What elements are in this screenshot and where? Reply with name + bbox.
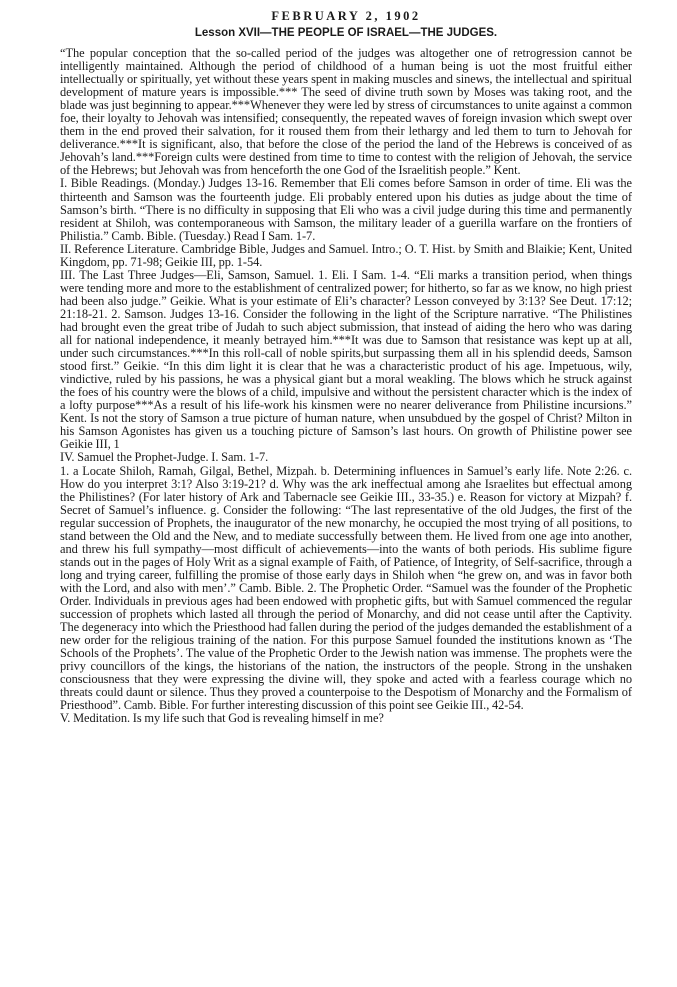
reference-literature-paragraph: II. Reference Literature. Cambridge Bible, Judges and Samuel. Intro.; O. T. Hist. by Smith and Blaikie; Kent, United Kingdom, pp. 71-98; Geikie III, pp. 1-54. [60,241,632,269]
lesson-title: Lesson XVII—THE PEOPLE OF ISRAEL—THE JUDGES. [194,27,498,39]
meditation-paragraph: V. Meditation. Is my life such that God is revealing himself in me? [60,711,384,726]
lesson-body [60,47,632,725]
samuel-heading-paragraph: IV. Samuel the Prophet-Judge. I. Sam. 1-7. [60,450,269,465]
bible-readings-paragraph: I. Bible Readings. (Monday.) Judges 13-16. Remember that Eli comes before Samson in order of time. Eli was the thirteenth and Samson was the fourteenth judge. Eli probably entered upon his duties as judge about the time of Samson’s birth. “There is no difficulty in supposing that Eli who was a civil judge during this time and permanently resident at Shiloh, was contemporaneous with Samson, the military leader of a guerilla warfare on the frontiers of Philistia.” Camb. Bible. (Tuesday.) Read I Sam. 1-7. [60,176,632,243]
last-three-judges-paragraph: III. The Last Three Judges—Eli, Samson, Samuel. 1. Eli. I Sam. 1-4. “Eli marks a transition period, when things were tending more and more to the establishment of centralized power; for hitherto, so far as we know, no high priest had been also judge.” Geikie. What is your estimate of Eli’s character? Lesson conveyed by 3:13? See Deut. 17:12; 21:18-21. 2. Samson. Judges 13-16. Consider the following in the light of the Scripture narrative. “The Philistines had brought even the great tribe of Judah to such abject submission, that instead of aiding the hero who was daring all for national independence, it meanly betrayed him.***It was due to Samson that resistance was kept up at all, under such circumstances.***In this roll-call of noble spirits,but surpassing them all in his splendid deeds, Samson stood first.” Geikie. “In this dim light it is clear that he was a characteristic product of his age. Impetuous, wily, vindictive, ruled by his passions, he was a physical giant but a moral weakling. The blows which he struck against the foes of his country were the blows of a child, impulsive and without the persistent character which is the index of a lofty purpose***As a result of his life-work his kinsmen were no nearer deliverance from Philistine incursions.” Kent. Is not the story of Samson a true picture of human nature, when unsubdued by the gospel of Christ? Milton in his Samson Agonistes has given us a touching picture of Samson’s last hours. On growth of Philistine power see Geikie III, 1 [60,267,632,452]
intro-quote-paragraph: “The popular conception that the so-called period of the judges was altogether one of retrogression cannot be intelligently maintained. Although the period of childhood of a human being is uot the most fruitful either intellectually or spiritually, yet without these years spent in making muscles and sinews, the intellectual and spiritual development of mature years is impossible.*** The seed of divine truth sown by Moses was taking root, and the blade was just beginning to appear.***Whenever they were led by stress of circumstances to unite against a common foe, their loyalty to Jehovah was intensified; consequently, the repeated waves of foreign invasion which swept over them in the end proved their salvation, for it roused them from their lethargy and led them to turn to Jehovah for deliverance.***It is significant, also, that before the close of the period the land of the Hebrews is conceived of as Jehovah’s land.***Foreign cults were destined from time to time to contest with the religion of Jehovah, the service of the Hebrews; but Jehovah was from henceforth the one God of the Israelitish people.” Kent. [60,46,632,178]
samuel-questions-paragraph: 1. a Locate Shiloh, Ramah, Gilgal, Bethel, Mizpah. b. Determining influences in Samuel’s early life. Note 2:26. c. How do you interpret 3:1? Also 3:19-21? d. Why was the ark ineffectual among ahe Israelites but effectual among the Philistines? (For later history of Ark and Tabernacle see Geikie III., 33-35.) e. Reason for victory at Mizpah? f. Secret of Samuel’s influence. g. Consider the following: “The last representative of the old Judges, the first of the regular succession of Prophets, the inaugurator of the new monarchy, he occupied the most trying of all positions, to stand between the Old and the New, and to mediate successfully between them. He lived from one age into another, and threw his full sympathy—most difficult of achievements—into the wants of both periods. His sublime figure stands out in the pages of Holy Writ as a signal example of Faith, of Patience, of Integrity, of Self-sacrifice, through a long and trying career, fulfilling the promise of those early days in Shiloh when “he grew on, and was in favor both with the Lord, and also with men’.” Camb. Bible. 2. The Prophetic Order. “Samuel was the founder of the Prophetic Order. Individuals in previous ages had been endowed with prophetic gifts, but with Samuel commenced the regular succession of prophets which lasted all through the period of Monarchy, and did not cease until after the Captivity. The degeneracy into which the Priesthood had fallen during the period of the judges demanded the establishment of a new order for the religious training of the nation. For this purpose Samuel founded the institutions known as ‘The Schools of the Prophets’. The value of the Prophetic Order to the Jewish nation was immense. The prophets were the privy councillors of the kings, the historians of the nation, the instructors of the people. Strong in the unshaken consciousness that they were expressing the divine will, they spoke and acted with a fearless courage which no threats could daunt or silence. Thus they proved a counterpoise to the Despotism of Monarchy and the Formalism of Priesthood”. Camb. Bible. For further interesting discussion of this point see Geikie III., 42-54. [60,463,632,713]
issue-date: FEBRUARY 2, 1902 [271,9,421,23]
